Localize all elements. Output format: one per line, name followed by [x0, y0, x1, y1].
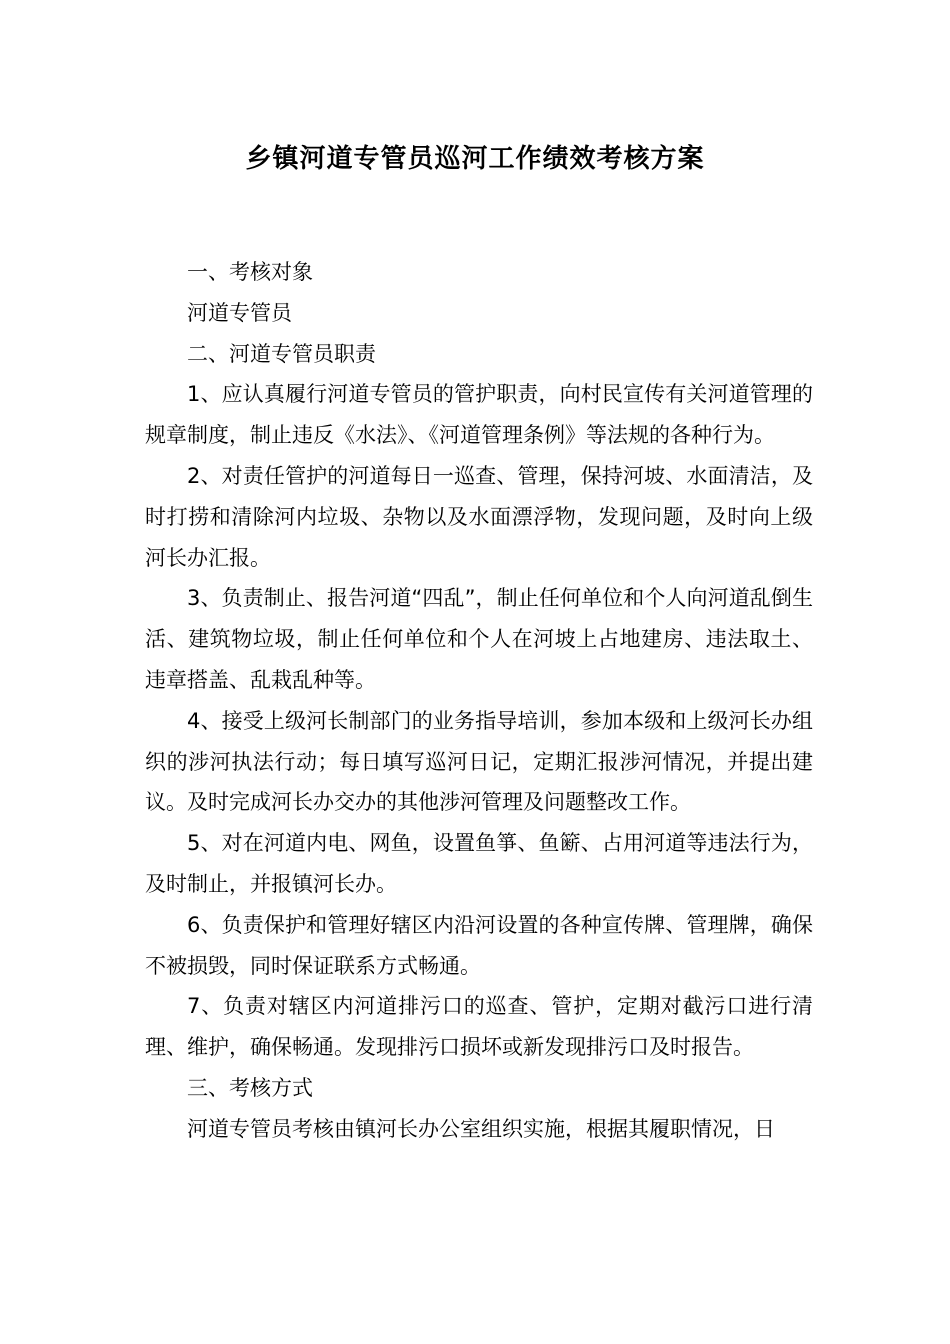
section-heading-assessment-method: 三、考核方式: [187, 1075, 313, 1100]
paragraph: 7、负责对辖区内河道排污口的巡查、管护，定期对截污口进行清理、维护，确保畅通。发现排污口损坏或新发现排污口及时报告。: [145, 994, 813, 1060]
paragraph: 1、应认真履行河道专管员的管护职责，向村民宣传有关河道管理的规章制度，制止违反《水法》、《河道管理条例》等法规的各种行为。: [145, 382, 813, 448]
document-title: 乡镇河道专管员巡河工作绩效考核方案: [245, 144, 705, 174]
paragraph: 河道专管员考核由镇河长办公室组织实施，根据其履职情况，日: [187, 1116, 775, 1141]
paragraph: 河道专管员: [187, 300, 292, 325]
paragraph: 5、对在河道内电、网鱼，设置鱼箏、鱼簖、占用河道等违法行为，及时制止，并报镇河长办。: [145, 831, 813, 896]
paragraph: 4、接受上级河长制部门的业务指导培训，参加本级和上级河长办组织的涉河执法行动；每日填写巡河日记，定期汇报涉河情况，并提出建议。及时完成河长办交办的其他涉河管理及问题整改工作。: [145, 708, 813, 815]
section-heading-assessment-target: 一、考核对象: [187, 260, 313, 284]
paragraph: 3、负责制止、报告河道“四乱”，制止任何单位和个人向河道乱倒生活、建筑物垃圾，制止任何单位和个人在河坡上占地建房、违法取土、违章搭盖、乱栽乱种等。: [145, 586, 813, 692]
section-heading-duties: 二、河道专管员职责: [187, 341, 376, 366]
paragraph: 2、对责任管护的河道每日一巡查、管理，保持河坡、水面清洁，及时打捞和清除河内垃圾、杂物以及水面漂浮物，发现问题，及时向上级河长办汇报。: [145, 463, 813, 570]
paragraph: 6、负责保护和管理好辖区内沿河设置的各种宣传牌、管理牌，确保不被损毁，同时保证联系方式畅通。: [145, 912, 813, 978]
document-body: [145, 252, 813, 1150]
